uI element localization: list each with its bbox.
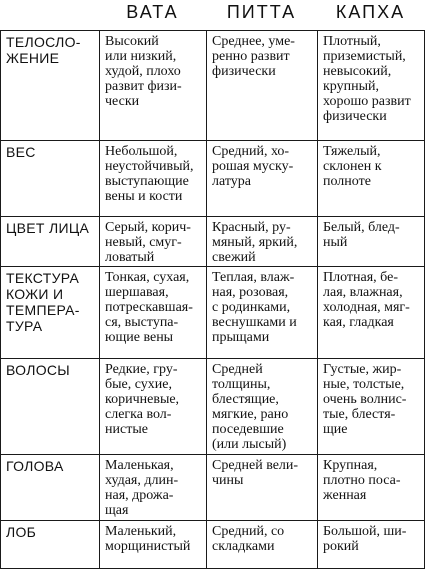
- cell-vata: Тонкая, сухая, шершавая, потрескавшая- ся, выступа- ющие вены: [100, 267, 207, 359]
- cell-vata: Небольшой, неустойчивый, выступающие вены и кости: [100, 141, 207, 217]
- cell-vata: Высокий или низкий, худой, плохо развит физи- чески: [100, 31, 207, 141]
- cell-kapha: Плотная, бе- лая, влажная, холодная, мяг- кая, гладкая: [318, 267, 425, 359]
- cell-pitta: Красный, ру- мяный, яркий, свежий: [207, 217, 318, 267]
- cell-kapha: Густые, жир- ные, толстые, очень волнис- тые, блестя- щие: [318, 359, 425, 455]
- row-label: ТЕЛОСЛО- ЖЕНИЕ: [1, 31, 100, 141]
- cell-kapha: Белый, блед- ный: [318, 217, 425, 267]
- cell-kapha: Крупная, плотно поса- женная: [318, 455, 425, 521]
- cell-vata: Маленькая, худая, длин- ная, дрожа- щая: [100, 455, 207, 521]
- row-label: ВОЛОСЫ: [1, 359, 100, 455]
- cell-vata: Маленький, морщинистый: [100, 521, 207, 569]
- cell-pitta: Средний, хо- рошая муску- латура: [207, 141, 318, 217]
- table-row-weight: [1, 141, 425, 217]
- table-row-forehead: [1, 521, 425, 569]
- column-header-row: [0, 0, 425, 30]
- table-row-complexion: [1, 217, 425, 267]
- row-label: ВЕС: [1, 141, 100, 217]
- cell-vata: Серый, корич- невый, смуг- ловатый: [100, 217, 207, 267]
- dosha-comparison-table: [0, 30, 425, 569]
- cell-kapha: Плотный, приземистый, невысокий, крупный, хорошо развит физически: [318, 31, 425, 141]
- column-header-pitta: ПИТТА: [226, 2, 297, 22]
- cell-pitta: Средний, со складками: [207, 521, 318, 569]
- cell-pitta: Среднее, уме- ренно развит физически: [207, 31, 318, 141]
- row-label: ЛОБ: [1, 521, 100, 569]
- row-label: ЦВЕТ ЛИЦА: [1, 217, 100, 267]
- column-header-kapha: КАПХА: [335, 2, 406, 22]
- table-row-head: [1, 455, 425, 521]
- cell-pitta: Средней толщины, блестящие, мягкие, рано поседевшие (или лысый): [207, 359, 318, 455]
- table-row-physique: [1, 31, 425, 141]
- cell-kapha: Большой, ши- рокий: [318, 521, 425, 569]
- table-row-skin: [1, 267, 425, 359]
- cell-kapha: Тяжелый, склонен к полноте: [318, 141, 425, 217]
- row-label: ГОЛОВА: [1, 455, 100, 521]
- cell-pitta: Средней вели- чины: [207, 455, 318, 521]
- table-row-hair: [1, 359, 425, 455]
- column-header-vata: ВАТА: [126, 2, 179, 22]
- cell-pitta: Теплая, влаж- ная, розовая, с родинками, веснушками и прыщами: [207, 267, 318, 359]
- cell-vata: Редкие, гру- бые, сухие, коричневые, слегка вол- нистые: [100, 359, 207, 455]
- row-label: ТЕКСТУРА КОЖИ И ТЕМПЕРА- ТУРА: [1, 267, 100, 359]
